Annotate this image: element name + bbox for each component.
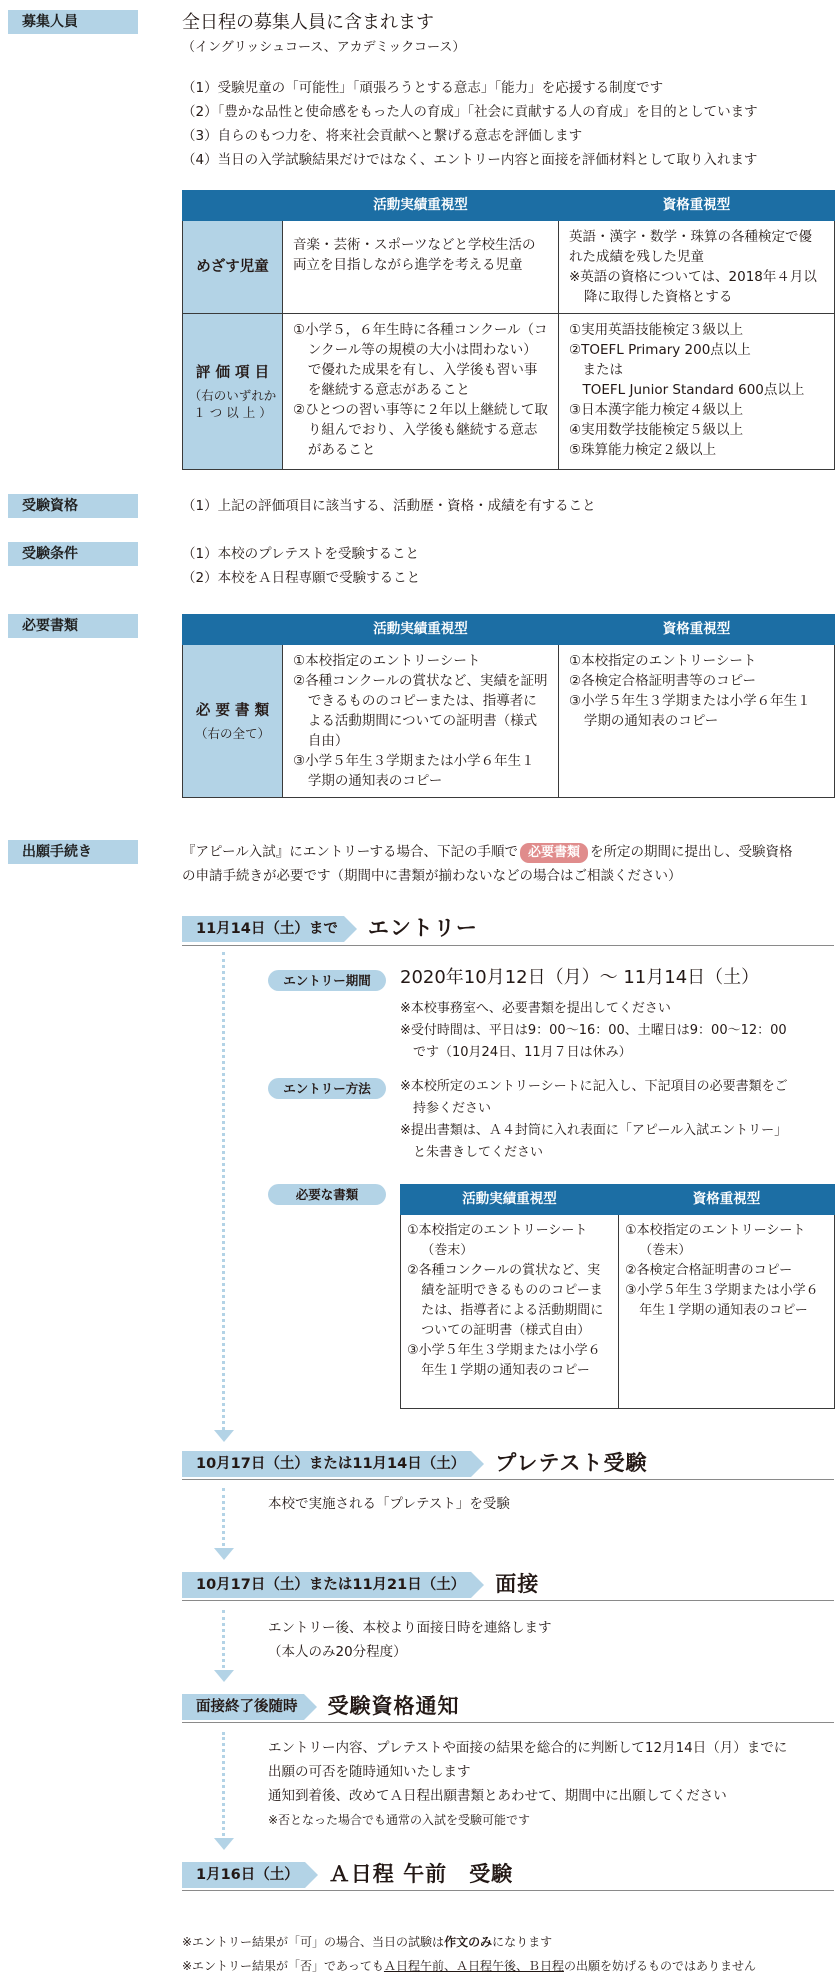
recruit-points: [182, 76, 832, 172]
section-label-recruit: 募集人員: [8, 10, 138, 34]
footer-note: [182, 1954, 834, 1978]
evaluation-qualification-item: ③日本漢字能力検定４級以上: [569, 402, 744, 418]
required-documents-badge: 必要書類: [520, 843, 588, 863]
evaluation-qualification-item: ①実用英語技能検定３級以上: [569, 322, 744, 338]
evaluation-qualification-item: ④実用数学技能検定５級以上: [569, 422, 744, 438]
row-header-evaluation-title: 評 価 項 目: [195, 364, 270, 381]
documents-activity-item: ①本校指定のエントリーシート: [293, 653, 481, 669]
step-notice: [182, 1694, 834, 1720]
arrow-down-icon: [214, 1430, 234, 1442]
target-activity-cell: 音楽・芸術・スポーツなどと学校生活の両立を目指しながら進学を考える児童: [283, 221, 559, 314]
row-header-target: めざす児童: [183, 221, 283, 314]
evaluation-activity-item: ②ひとつの習い事等に２年以上継続して取り組んでおり、入学後も継続する意志があること: [293, 402, 548, 458]
step-title: 面接: [495, 1572, 540, 1597]
table-corner: [183, 615, 283, 645]
row-header-documents: [183, 645, 283, 798]
step-pretest: [182, 1451, 834, 1477]
timeline-dots: [222, 1610, 225, 1668]
section-label-conditions: 受験条件: [8, 542, 138, 566]
target-qualification-cell: [559, 221, 835, 314]
step-title: プレテスト受験: [495, 1451, 648, 1476]
required-docs-label: 必要な書類: [268, 1184, 386, 1205]
footer-text: ※エントリー結果が「可」の場合、当日の試験は: [182, 1935, 445, 1949]
evaluation-qualification-cell: [559, 314, 835, 470]
documents-qualification-item: ③小学５年生３学期または小学６年生１学期の通知表のコピー: [569, 693, 811, 729]
col-header-qualification: 資格重視型: [559, 615, 835, 645]
recruit-point: （2）「豊かな品性と使命感をもった人の育成」「社会に貢献する人の育成」を目的としています: [182, 104, 758, 120]
evaluation-activity-cell: [283, 314, 559, 470]
condition-item: （1）本校のプレテストを受験すること: [182, 546, 420, 562]
entry-period-value: 2020年10月12日（月）～ 11月14日（土）: [400, 967, 760, 988]
row-header-evaluation-sub: [187, 387, 278, 421]
evaluation-qualification-item: TOEFL Junior Standard 600点以上: [569, 382, 805, 398]
col-header-activity: 活動実績重視型: [283, 615, 559, 645]
entry-method-note: と朱書きしてください: [413, 1145, 544, 1160]
section-label-procedure: 出願手続き: [8, 840, 138, 864]
documents-activity-cell: [283, 645, 559, 798]
evaluation-qualification-item: ⑤珠算能力検定２級以上: [569, 442, 717, 458]
step-date-tag: 11月14日（土）まで: [182, 916, 344, 942]
recruit-subtitle: （イングリッシュコース、アカデミックコース）: [182, 40, 466, 55]
target-qualification-note: ※英語の資格については、2018年４月以降に取得した資格とする: [569, 269, 817, 305]
entry-docs-activity-item: ③小学５年生３学期または小学６年生１学期の通知表のコピー: [407, 1343, 601, 1378]
step-underline: [182, 1600, 834, 1601]
notice-text: [268, 1736, 834, 1832]
notice-line: エントリー内容、プレテストや面接の結果を総合的に判断して12月14日（月）までに: [268, 1740, 788, 1756]
table-corner: [183, 191, 283, 221]
footer-text: ※エントリー結果が「否」であっても: [182, 1959, 384, 1973]
recruit-table: [182, 190, 834, 470]
entry-method-notes: [400, 1076, 834, 1164]
entry-method-note: ※提出書類は、Ａ４封筒に入れ表面に「アピール入試エントリー」: [400, 1123, 788, 1138]
footer-underlined: Ａ日程午前、Ａ日程午後、Ｂ日程: [383, 1959, 564, 1973]
entry-docs-activity-item: ②各種コンクールの賞状など、実績を証明できるもののコピーまたは、指導者による活動期間についての証明書（様式自由）: [407, 1263, 604, 1338]
step-date-tag: 面接終了後随時: [182, 1694, 304, 1720]
target-qualification-text: 英語・漢字・数学・珠算の各種検定で優れた成績を残した児童: [569, 229, 812, 265]
row-header-sub-line2: １ つ 以 上 ）: [193, 404, 272, 420]
interview-line: （本人のみ20分程度）: [268, 1644, 407, 1660]
footer-text: の出願を妨げるものではありません: [563, 1959, 756, 1973]
condition-item: （2）本校をＡ日程専願で受験すること: [182, 570, 421, 586]
step-entry: [182, 916, 834, 942]
step-date-tag: 10月17日（土）または11月14日（土）: [182, 1451, 471, 1477]
entry-docs-table: [400, 1184, 834, 1409]
timeline-dots: [222, 1732, 225, 1836]
step-title: 受験資格通知: [327, 1694, 460, 1719]
footer-note: [182, 1930, 834, 1954]
documents-activity-item: ②各種コンクールの賞状など、実績を証明できるもののコピーまたは、指導者による活動期間についての証明書（様式自由）: [293, 673, 548, 749]
row-header-evaluation: [183, 314, 283, 470]
section-label-documents: 必要書類: [8, 614, 138, 638]
procedure-intro-line1: [182, 840, 834, 864]
step-interview: [182, 1572, 834, 1598]
recruit-title: 全日程の募集人員に含まれます: [182, 12, 434, 33]
step-underline: [182, 1479, 834, 1480]
interview-text: [268, 1616, 552, 1664]
recruit-point: （3）自らのもつ力を、将来社会貢献へと繋げる意志を評価します: [182, 128, 583, 144]
col-header-qualification: 資格重視型: [619, 1185, 835, 1215]
step-date-tag: 1月16日（土）: [182, 1862, 305, 1888]
entry-period-label: エントリー期間: [268, 970, 386, 991]
evaluation-qualification-item: または: [569, 362, 623, 378]
entry-method-label: エントリー方法: [268, 1078, 386, 1099]
recruit-point: （1）受験児童の「可能性」「頑張ろうとする意志」「能力」を応援する制度です: [182, 80, 664, 96]
footer-notes: [182, 1930, 834, 1978]
procedure-intro-line2: の申請手続きが必要です（期間中に書類が揃わないなどの場合はご相談ください）: [182, 868, 682, 884]
entry-period-note: ※本校事務室へ、必要書類を提出してください: [400, 1001, 671, 1016]
col-header-activity: 活動実績重視型: [283, 191, 559, 221]
procedure-intro-text: を所定の期間に提出し、受験資格: [590, 844, 793, 860]
notice-line: 通知到着後、改めてＡ日程出願書類とあわせて、期間中に出願してください: [268, 1788, 727, 1804]
procedure-intro-text: 『アピール入試』にエントリーする場合、下記の手順で: [182, 844, 519, 860]
step-exam: [182, 1862, 834, 1888]
entry-method-note: ※本校所定のエントリーシートに記入し、下記項目の必要書類をご: [400, 1079, 788, 1094]
documents-activity-item: ③小学５年生３学期または小学６年生１学期の通知表のコピー: [293, 753, 535, 789]
entry-docs-qualification-cell: [619, 1215, 835, 1409]
conditions-list: [182, 542, 420, 590]
documents-table: [182, 614, 834, 798]
arrow-down-icon: [214, 1548, 234, 1560]
entry-docs-qualification-item: ③小学５年生３学期または小学６年生１学期の通知表のコピー: [625, 1283, 819, 1318]
entry-method-note: 持参ください: [413, 1101, 492, 1116]
timeline-dots: [222, 952, 225, 1430]
row-header-documents-title: 必 要 書 類: [195, 702, 270, 719]
step-date-tag: 10月17日（土）または11月21日（土）: [182, 1572, 471, 1598]
documents-qualification-item: ①本校指定のエントリーシート: [569, 653, 757, 669]
notice-note: ※否となった場合でも通常の入試を受験可能です: [268, 1813, 531, 1827]
entry-period-note: ※受付時間は、平日は9：00～16：00、土曜日は9：00～12：00: [400, 1023, 787, 1038]
entry-docs-qualification-item: ①本校指定のエントリーシート（巻末）: [625, 1223, 806, 1258]
step-underline: [182, 945, 834, 946]
row-header-sub-line1: （右のいずれか: [188, 387, 277, 403]
footer-text: になります: [492, 1935, 553, 1949]
timeline-dots: [222, 1488, 225, 1546]
entry-period-note: です（10月24日、11月７日は休み）: [413, 1045, 632, 1060]
arrow-down-icon: [214, 1670, 234, 1682]
col-header-activity: 活動実績重視型: [401, 1185, 619, 1215]
step-title: エントリー: [367, 916, 478, 941]
step-title: Ａ日程 午前 受験: [328, 1862, 514, 1887]
footer-emphasis: 作文のみ: [444, 1935, 493, 1949]
documents-qualification-cell: [559, 645, 835, 798]
procedure-intro: [182, 840, 834, 888]
recruit-point: （4）当日の入学試験結果だけではなく、エントリー内容と面接を評価材料として取り入れます: [182, 152, 758, 168]
pretest-text: 本校で実施される「プレテスト」を受験: [268, 1496, 510, 1512]
section-label-qualification: 受験資格: [8, 494, 138, 518]
entry-docs-activity-cell: [401, 1215, 619, 1409]
entry-docs-qualification-item: ②各検定合格証明書のコピー: [625, 1263, 793, 1278]
evaluation-activity-item: ①小学５，６年生時に各種コンクール（コンクール等の規模の大小は問わない）で優れた成果を有し、入学後も習い事を継続する意志があること: [293, 322, 548, 398]
qualification-text: （1）上記の評価項目に該当する、活動歴・資格・成績を有すること: [182, 498, 596, 514]
step-underline: [182, 1722, 834, 1723]
col-header-qualification: 資格重視型: [559, 191, 835, 221]
documents-qualification-item: ②各検定合格証明書等のコピー: [569, 673, 757, 689]
interview-line: エントリー後、本校より面接日時を連絡します: [268, 1620, 552, 1636]
step-underline: [182, 1890, 834, 1891]
arrow-down-icon: [214, 1838, 234, 1850]
entry-docs-activity-item: ①本校指定のエントリーシート（巻末）: [407, 1223, 588, 1258]
evaluation-qualification-item: ②TOEFL Primary 200点以上: [569, 342, 751, 358]
entry-period-notes: [400, 998, 834, 1064]
notice-line: 出願の可否を随時通知いたします: [268, 1764, 471, 1780]
row-header-documents-sub: （右の全て）: [194, 725, 270, 741]
